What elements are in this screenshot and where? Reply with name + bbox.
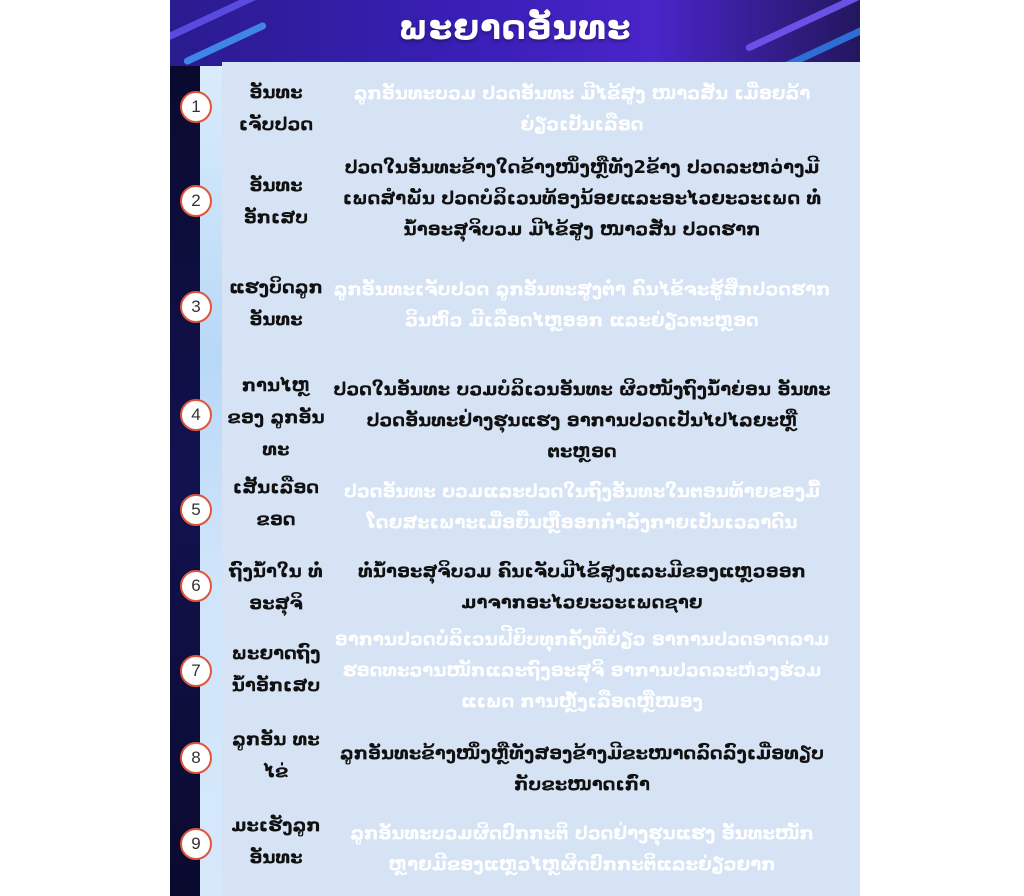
number-badge: 6: [180, 570, 212, 602]
number-badge: 5: [180, 494, 212, 526]
item-description: ລູກອັນທະເຈັບປວດ ລູກອັນທະສູງຕໍ່າ ຄົນໄຂ້ຈະຮູ້ສຶກປວດຮາກ ວິນຫົວ ມີເລືອດໄຫຼອອກ ແລະຍ່ຽວຕະຫຼອດ: [333, 279, 831, 331]
item-description: ອາການປວດບໍລິເວນຝີຍິບທຸກຄັ້ງທີ່ຍ່ຽວ ອາການປວດອາດລາມຮອດທະວານໜັກແລະຖົງອະສຸຈິ ອາການປວດລະຫ່ວງຮ່ວມແເພດ ການຫຼັ່ງເລືອດຫຼືໜອງ: [334, 629, 830, 712]
poster: [170, 0, 860, 896]
number-badge: 3: [180, 291, 212, 323]
item-description: ລູກອັນທະບວມ ປວດອັນທະ ມີໄຂ້ສູງ ໜາວສັ່ນ ເມື່ອຍລ້າ ຍ່ຽວເປັນເລືອດ: [353, 83, 811, 135]
item-label: ຖົງນໍ້າໃນ ທໍ່ອະສຸຈິ: [229, 561, 323, 614]
header-banner: [170, 0, 860, 66]
number-badge: 8: [180, 742, 212, 774]
list-item: [170, 622, 860, 718]
item-label: ການໄຫຼຂອງ ລູກອັນທະ: [227, 375, 325, 460]
item-label: ມະເຮັງລູກ ອັນທະ: [231, 815, 321, 868]
number-badge: 4: [180, 399, 212, 431]
item-description: ປວດໃນອັນທະຂ້າງໃດຂ້າງໜຶ່ງຫຼືທັງ2ຂ້າງ ປວດລະຫວ່າງມີເພດສໍາພັນ ປວດບໍລິເວນທ້ອງນ້ອຍແລະອະໄວຍະວະເພດ ທໍ່ນໍ້າອະສຸຈິບວມ ມີໄຂ້ສູງ ໜາວສັ່ນ ປວດຮາກ: [342, 157, 822, 240]
list-item: [170, 808, 860, 888]
item-label: ແຮງບິດລູກ ອັນທະ: [229, 277, 323, 330]
item-label: ອັນທະ ອັກເສບ: [243, 175, 309, 228]
item-label: ອັນທະ ເຈັບປວດ: [238, 82, 314, 135]
item-description: ລູກອັນທະບວມຜິດປົກກະຕິ ປວດຢ່າງຮຸນແຮງ ອັນທະໜັກຫຼາຍມີຂອງແຫຼວໄຫຼຜິດປົກກະຕິແລະຍ່ຽວຍາກ: [350, 823, 814, 875]
list-item: [170, 148, 860, 252]
item-description: ລູກອັນທະຂ້າງໜຶ່ງຫຼືທັງສອງຂ້າງມີຂະໜາດລົດລົງເມື່ອທຽບກັບຂະໜາດເກົ່າ: [339, 743, 825, 795]
list-item: [170, 368, 860, 464]
number-badge: 1: [180, 91, 212, 123]
item-label: ພະຍາດຖົງ ນໍ້າອັກເສບ: [231, 643, 321, 696]
item-description: ທໍ່ນໍ້າອະສຸຈິບວມ ຄົນເຈັບມີໄຂ້ສູງແລະມີຂອງແຫຼວອອກມາຈາກອະໄວຍະວະເພດຊາຍ: [358, 561, 806, 613]
number-badge: 2: [180, 185, 212, 217]
item-label: ລູກອັນ ທະໄຂ່: [232, 729, 320, 782]
item-description: ປວດອັນທະ ບວມແລະປວດໃນຖົງອັນທະໃນຕອນທ້າຍຂອງມື້ ໂດຍສະເພາະເມື່ອຍືນຫຼືອອກກໍາລັງກາຍເປັນເວລາດົນ: [343, 481, 821, 533]
item-description: ປວດໃນອັນທະ ບວມບໍລິເວນອັນທະ ຜິວໜັງຖົງນໍ້າຍ່ອນ ອັນທະປວດອັນທະຢ່າງຮຸນແຮງ ອາການປວດເປັນໄປໄລຍະຫຼືຕະຫຼອດ: [333, 379, 831, 462]
number-badge: 9: [180, 828, 212, 860]
list-item: [170, 70, 860, 148]
item-label: ເສັ້ນເລືອດ ຂອດ: [232, 477, 320, 530]
list-item: [170, 556, 860, 624]
list-item: [170, 724, 860, 802]
page-title: ພະຍາດອັນທະ: [398, 8, 632, 48]
number-badge: 7: [180, 655, 212, 687]
list-item: [170, 472, 860, 552]
list-item: [170, 262, 860, 354]
